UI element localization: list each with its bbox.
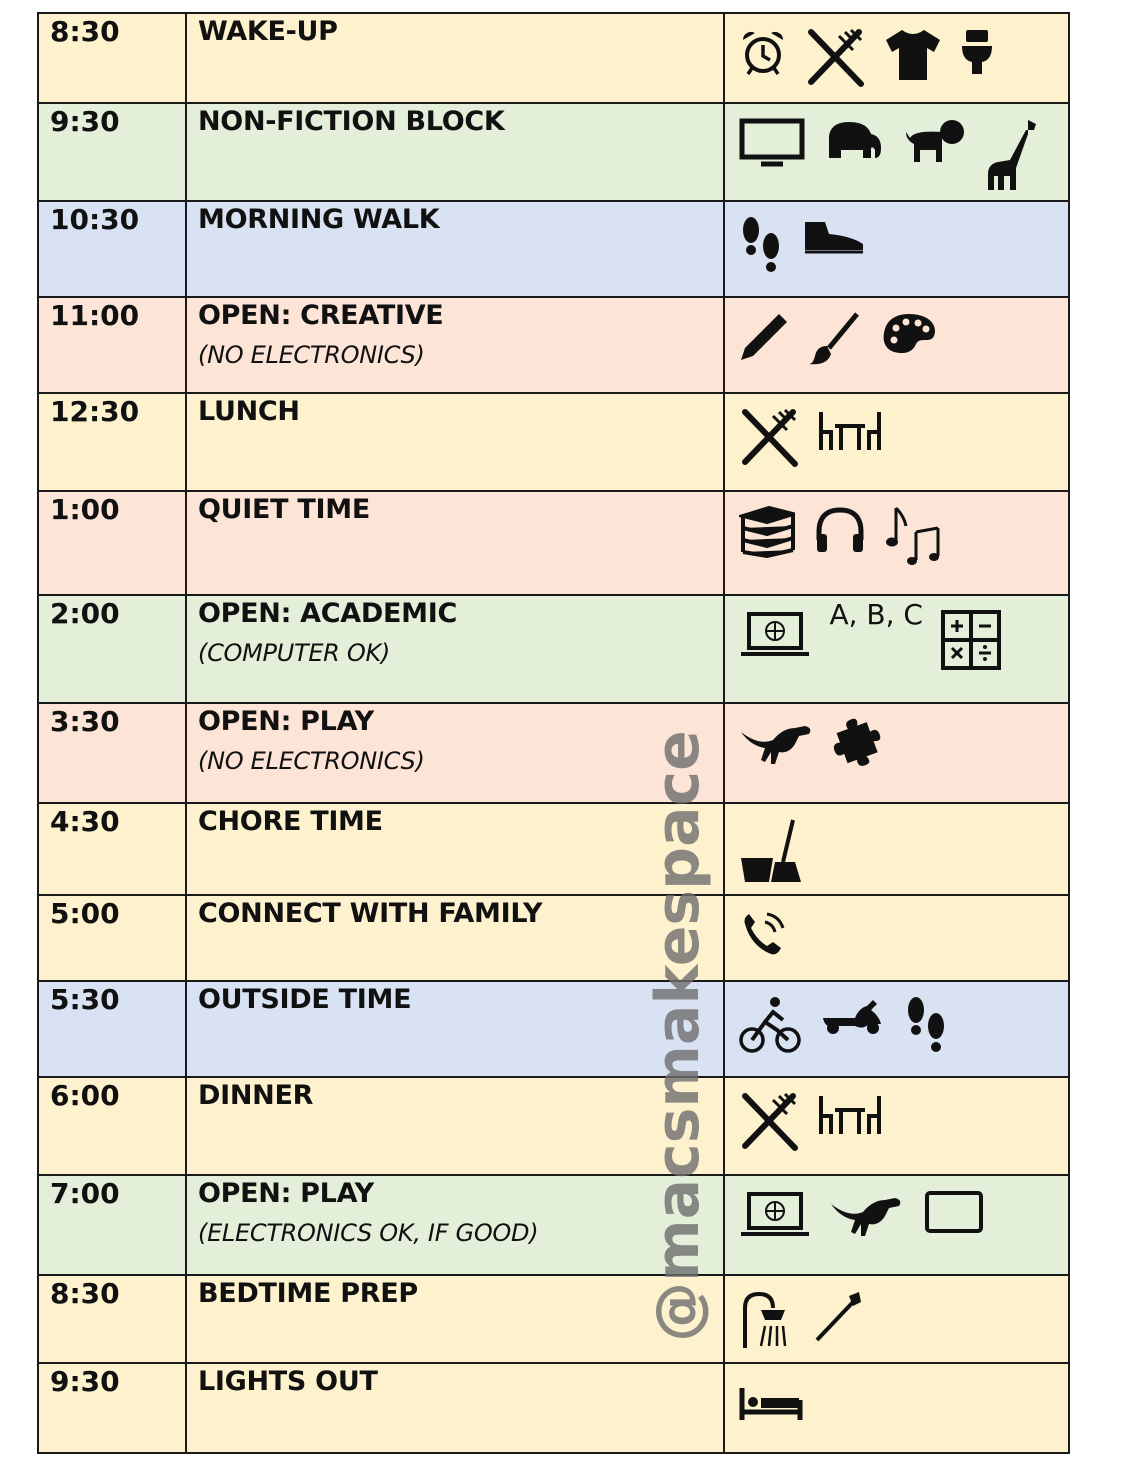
schedule-row-chore-time [38,803,1069,895]
schedule-row-bedtime-prep [38,1275,1069,1363]
activity-title: QUIET TIME [198,494,370,525]
bicycle-icon [739,996,801,1054]
activity-cell [186,595,724,703]
icons-cell [724,1077,1069,1175]
activity-cell [186,491,724,595]
time-cell: 10:30 [38,201,186,297]
time-cell: 9:30 [38,1363,186,1453]
paintbrush-icon [807,312,861,366]
elephant-icon [823,118,885,164]
dinosaur-icon [829,1190,905,1238]
activity-title: NON-FICTION BLOCK [198,106,505,137]
schedule-row-open-academic [38,595,1069,703]
bucket-broom-icon [739,818,803,884]
time-cell: 3:30 [38,703,186,803]
activity-title: DINNER [198,1080,314,1111]
footprints-icon [739,216,783,274]
schedule-row-connect-family [38,895,1069,981]
time-cell: 6:00 [38,1077,186,1175]
time-cell: 4:30 [38,803,186,895]
schedule-row-lunch [38,393,1069,491]
pencil-icon [739,312,789,362]
activity-title: OPEN: PLAY [198,1178,374,1209]
schedule-row-outside-time [38,981,1069,1077]
footprints-icon [904,996,948,1054]
icons-cell [724,297,1069,393]
time-cell: 5:00 [38,895,186,981]
schedule-row-quiet-time [38,491,1069,595]
schedule-row-open-creative [38,297,1069,393]
alarm-clock-icon [739,28,787,76]
activity-cell [186,703,724,803]
time-cell: 12:30 [38,393,186,491]
headphones-icon [813,506,867,554]
phone-call-icon [739,910,787,958]
activity-note: (NO ELECTRONICS) [198,341,425,369]
palette-icon [880,312,938,356]
t-shirt-icon [884,28,942,82]
schedule-row-non-fiction [38,103,1069,201]
icons-cell [724,895,1069,981]
dinosaur-icon [739,718,815,766]
schedule-row-lights-out [38,1363,1069,1453]
icons-cell [724,1275,1069,1363]
icons-cell [724,803,1069,895]
schedule-row-morning-walk [38,201,1069,297]
activity-cell [186,803,724,895]
time-cell: 5:30 [38,981,186,1077]
time-cell: 11:00 [38,297,186,393]
schedule-row-open-play [38,703,1069,803]
activity-note: (NO ELECTRONICS) [198,747,425,775]
icons-cell [724,1363,1069,1453]
fork-knife-icon [739,408,799,468]
watermark: @macsmakespace [643,730,713,1342]
activity-cell [186,1175,724,1275]
activity-cell [186,981,724,1077]
laptop-icon [739,610,811,660]
shower-icon [739,1290,795,1350]
activity-title: CHORE TIME [198,806,383,837]
schedule-row-dinner [38,1077,1069,1175]
laptop-icon [739,1190,811,1240]
icons-cell [724,201,1069,297]
activity-note: (ELECTRONICS OK, IF GOOD) [198,1219,539,1247]
activity-title: OPEN: CREATIVE [198,300,444,331]
fork-knife-icon [739,1092,799,1152]
icons-cell [724,103,1069,201]
schedule-row-wake-up [38,13,1069,103]
time-cell: 1:00 [38,491,186,595]
activity-title: LUNCH [198,396,300,427]
sneaker-icon [801,216,867,256]
activity-cell [186,103,724,201]
activity-note: (COMPUTER OK) [198,639,390,667]
activity-title: OUTSIDE TIME [198,984,412,1015]
scooter-icon [819,996,885,1036]
activity-cell [186,13,724,103]
activity-title: BEDTIME PREP [198,1278,418,1309]
activity-cell [186,1077,724,1175]
bed-icon [739,1386,803,1422]
music-notes-icon [886,506,944,566]
icons-cell [724,393,1069,491]
activity-cell [186,1275,724,1363]
icons-cell [724,981,1069,1077]
icons-cell [724,1175,1069,1275]
dining-table-icon [817,1092,883,1136]
activity-title: LIGHTS OUT [198,1366,378,1397]
toothbrush-icon [813,1290,863,1344]
puzzle-piece-icon [833,718,885,766]
icons-cell [724,595,1069,703]
time-cell: 7:00 [38,1175,186,1275]
activity-cell [186,297,724,393]
dining-table-icon [817,408,883,452]
fork-knife-icon [805,28,865,88]
icons-cell [724,703,1069,803]
toilet-icon [960,28,994,76]
time-cell: 8:30 [38,1275,186,1363]
calculator-icon [941,610,1001,670]
activity-title: OPEN: ACADEMIC [198,598,457,629]
time-cell: 2:00 [38,595,186,703]
activity-cell [186,201,724,297]
icons-cell [724,491,1069,595]
tablet-icon [924,1190,984,1234]
time-cell: 9:30 [38,103,186,201]
giraffe-icon [984,118,1042,190]
icons-cell [724,13,1069,103]
activity-title: OPEN: PLAY [198,706,374,737]
tv-icon [739,118,805,168]
activity-cell [186,1363,724,1453]
schedule-table [37,12,1070,1454]
activity-title: MORNING WALK [198,204,440,235]
books-icon [739,506,795,558]
activity-title: CONNECT WITH FAMILY [198,898,543,929]
activity-title: WAKE-UP [198,16,338,47]
time-cell: 8:30 [38,13,186,103]
activity-cell [186,895,724,981]
lion-icon [904,118,966,164]
activity-cell [186,393,724,491]
abc-text-icon: A, B, C [829,598,923,631]
schedule-row-open-play-evening [38,1175,1069,1275]
